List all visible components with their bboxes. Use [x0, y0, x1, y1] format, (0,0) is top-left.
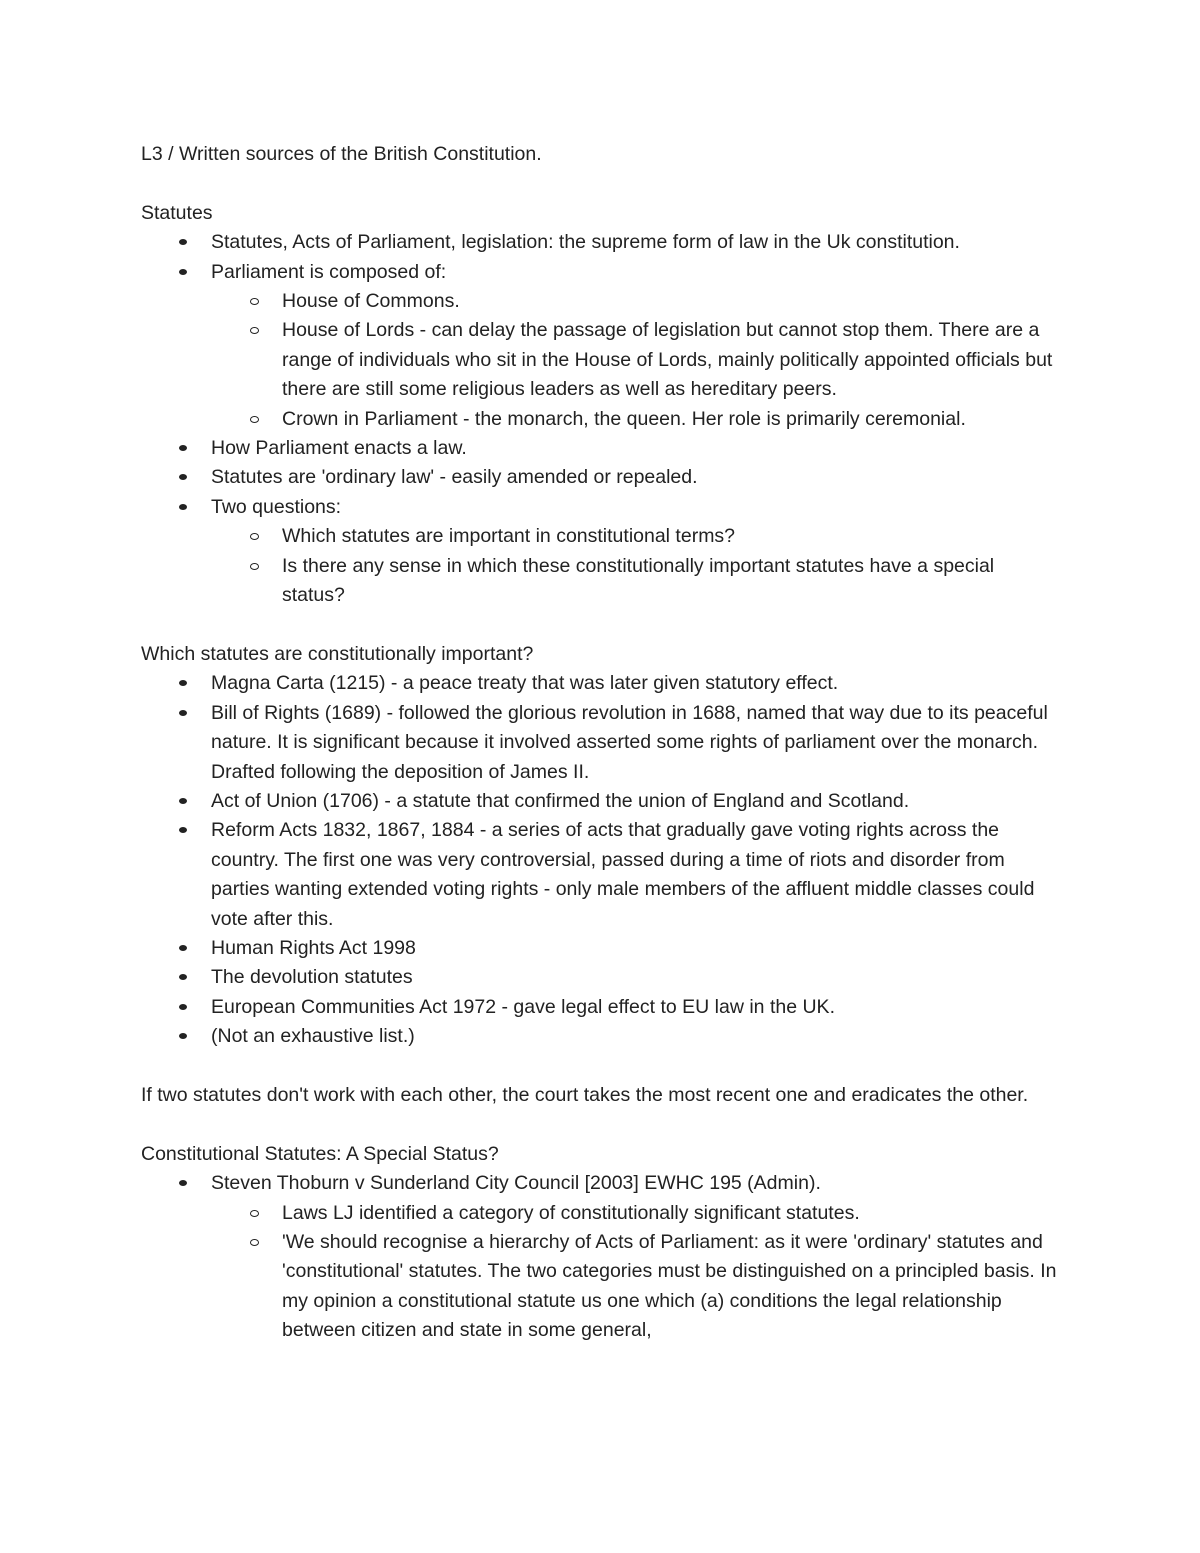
- sub-list-item: Is there any sense in which these constitutionally important statutes have a special status?: [211, 552, 1060, 611]
- list-item: Act of Union (1706) - a statute that confirmed the union of England and Scotland.: [141, 787, 1060, 816]
- sub-list-item: House of Commons.: [211, 287, 1060, 316]
- bullet-icon: [179, 798, 187, 804]
- list-item: The devolution statutes: [141, 963, 1060, 992]
- bullet-icon: [179, 1180, 187, 1186]
- conflict-note: If two statutes don't work with each other, the court takes the most recent one and eradicates the other.: [141, 1083, 1029, 1106]
- hollow-bullet-icon: [250, 1239, 259, 1246]
- bullet-icon: [179, 680, 187, 686]
- hollow-bullet-icon: [250, 533, 259, 540]
- sub-list-item: 'We should recognise a hierarchy of Acts of Parliament: as it were 'ordinary' statutes and 'constitutional' statutes. The two categories must be distinguished on a principled basis. In my opinion a constitutional statute us one which (a) conditions the legal relationship between citizen and state in some general,: [211, 1228, 1060, 1346]
- sub-list: [211, 1199, 1060, 1346]
- bullet-icon: [179, 827, 187, 833]
- blank-line: [141, 1110, 1060, 1139]
- blank-line: [141, 610, 1060, 639]
- section-heading-statutes: Statutes: [141, 201, 213, 224]
- special-status-list: [141, 1169, 1060, 1345]
- bullet-icon: [179, 474, 187, 480]
- bullet-icon: [179, 945, 187, 951]
- statutes-list: [141, 228, 1060, 610]
- bullet-icon: [179, 239, 187, 245]
- list-item: Bill of Rights (1689) - followed the glorious revolution in 1688, named that way due to its peaceful nature. It is significant because it involved asserted some rights of parliament over the monarch. Drafted following the deposition of James II.: [141, 699, 1060, 787]
- sub-list-item: House of Lords - can delay the passage of legislation but cannot stop them. There are a range of individuals who sit in the House of Lords, mainly politically appointed officials but there are still some religious leaders as well as hereditary peers.: [211, 316, 1060, 404]
- bullet-icon: [179, 1004, 187, 1010]
- blank-line: [141, 169, 1060, 198]
- bullet-icon: [179, 1033, 187, 1039]
- bullet-icon: [179, 269, 187, 275]
- page-title: L3 / Written sources of the British Constitution.: [141, 143, 542, 165]
- important-statutes-list: [141, 669, 1060, 1051]
- bullet-icon: [179, 504, 187, 510]
- sub-list-item: Crown in Parliament - the monarch, the queen. Her role is primarily ceremonial.: [211, 405, 1060, 434]
- hollow-bullet-icon: [250, 1210, 259, 1217]
- hollow-bullet-icon: [250, 327, 259, 334]
- list-item: Magna Carta (1215) - a peace treaty that was later given statutory effect.: [141, 669, 1060, 698]
- list-item: (Not an exhaustive list.): [141, 1022, 1060, 1051]
- list-item: Statutes, Acts of Parliament, legislation: the supreme form of law in the Uk constitution.: [141, 228, 1060, 257]
- list-item: Reform Acts 1832, 1867, 1884 - a series of acts that gradually gave voting rights across the country. The first one was very controversial, passed during a time of riots and disorder from parties wanting extended voting rights - only male members of the affluent middle classes could vote after this.: [141, 816, 1060, 934]
- sub-list: [211, 522, 1060, 610]
- bullet-icon: [179, 445, 187, 451]
- list-item: Steven Thoburn v Sunderland City Council [2003] EWHC 195 (Admin). Laws LJ identified a category of constitutionally significant statutes. 'We should recognise a hierarchy of Acts of Parliament: as it were 'ordinary' statutes and 'constitutional' statutes. The two categories must be distinguished on a principled basis. In my opinion a constitutional statute us one which (a) conditions the legal relationship between citizen and state in some general,: [141, 1169, 1060, 1345]
- list-item: Human Rights Act 1998: [141, 934, 1060, 963]
- list-item: Parliament is composed of: House of Commons. House of Lords - can delay the passage of legislation but cannot stop them. There are a range of individuals who sit in the House of Lords, mainly politically appointed officials but there are still some religious leaders as well as hereditary peers. Crown in Parliament - the monarch, the queen. Her role is primarily ceremonial.: [141, 258, 1060, 434]
- blank-line: [141, 1052, 1060, 1081]
- section-heading-important: Which statutes are constitutionally important?: [141, 642, 534, 665]
- section-heading-special: Constitutional Statutes: A Special Status?: [141, 1142, 499, 1165]
- bullet-icon: [179, 974, 187, 980]
- hollow-bullet-icon: [250, 298, 259, 305]
- bullet-icon: [179, 710, 187, 716]
- sub-list-item: Laws LJ identified a category of constitutionally significant statutes.: [211, 1199, 1060, 1228]
- sub-list-item: Which statutes are important in constitutional terms?: [211, 522, 1060, 551]
- hollow-bullet-icon: [250, 416, 259, 423]
- list-item: Two questions: Which statutes are important in constitutional terms? Is there any sense in which these constitutionally important statutes have a special status?: [141, 493, 1060, 611]
- sub-list: [211, 287, 1060, 434]
- list-item: How Parliament enacts a law.: [141, 434, 1060, 463]
- list-item: Statutes are 'ordinary law' - easily amended or repealed.: [141, 463, 1060, 492]
- list-item: European Communities Act 1972 - gave legal effect to EU law in the UK.: [141, 993, 1060, 1022]
- hollow-bullet-icon: [250, 563, 259, 570]
